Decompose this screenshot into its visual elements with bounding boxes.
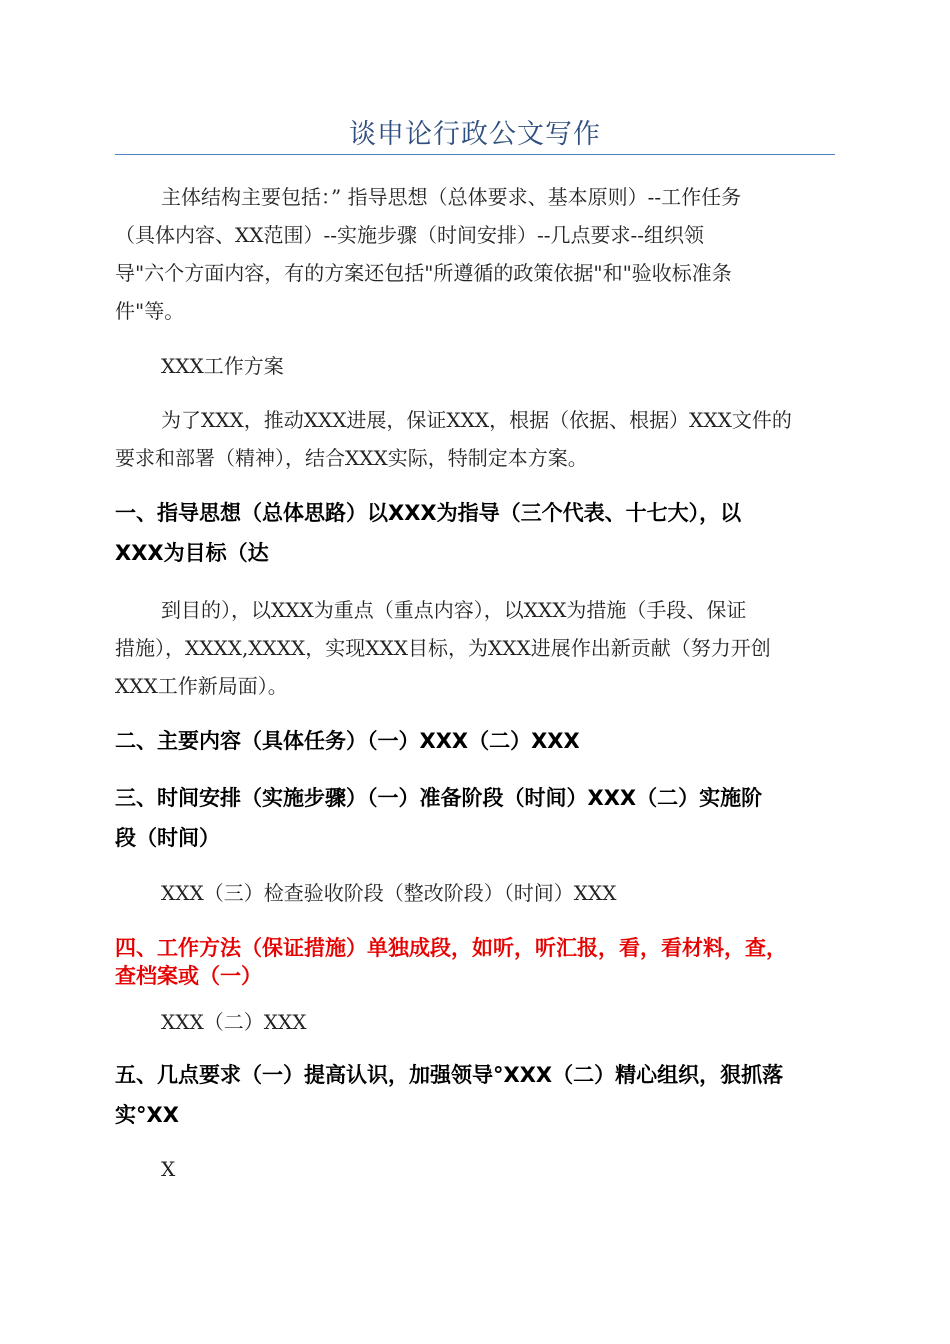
intro-line: （具体内容、XX范围）--实施步骤（时间安排）--几点要求--组织领 [115, 223, 705, 247]
section-body-5: X [161, 1157, 176, 1181]
preamble-line: 为了XXX，推动XXX进展，保证XXX，根据（依据、根据）XXX文件的 [161, 408, 792, 432]
section-heading-2: 二、主要内容（具体任务）（一）XXX（二）XXX [115, 729, 580, 753]
section-body-1: 到目的），以XXX为重点（重点内容），以XXX为措施（手段、保证 [161, 598, 747, 622]
title-underline [115, 154, 835, 155]
section-heading-3: 三、时间安排（实施步骤）（一）准备阶段（时间）XXX（二）实施阶 [115, 786, 763, 810]
section-body-1: 措施），XXXX,XXXX，实现XXX目标，为XXX进展作出新贡献（努力开创 [115, 636, 771, 660]
section-heading-5: 实°XX [115, 1103, 179, 1127]
preamble-line: 要求和部署（精神），结合XXX实际，特制定本方案。 [115, 446, 588, 470]
section-body-1: XXX工作新局面）。 [115, 674, 288, 698]
section-heading-5: 五、几点要求（一）提高认识，加强领导°XXX（二）精心组织，狠抓落 [115, 1063, 784, 1087]
section-heading-1: XXX为目标（达 [115, 541, 269, 565]
section-heading-4: 四、工作方法（保证措施）单独成段，如听，听汇报，看，看材料，查， [115, 936, 787, 960]
intro-line: 导"六个方面内容，有的方案还包括"所遵循的政策依据"和"验收标准条 [115, 261, 732, 285]
section-heading-1: 一、指导思想（总体思路）以XXX为指导（三个代表、十七大），以 [115, 501, 742, 525]
section-heading-3: 段（时间） [115, 826, 220, 850]
intro-line: 件"等。 [115, 299, 185, 323]
document-title: 谈申论行政公文写作 [349, 119, 601, 150]
intro-line: 主体结构主要包括：” 指导思想（总体要求、基本原则）--工作任务 [161, 185, 742, 209]
section-body-4: XXX（二）XXX [161, 1010, 307, 1034]
section-heading-4: 查档案或（一） [115, 964, 262, 988]
plan-title: XXX工作方案 [161, 354, 284, 378]
section-body-3: XXX（三）检查验收阶段（整改阶段）（时间）XXX [161, 881, 617, 905]
